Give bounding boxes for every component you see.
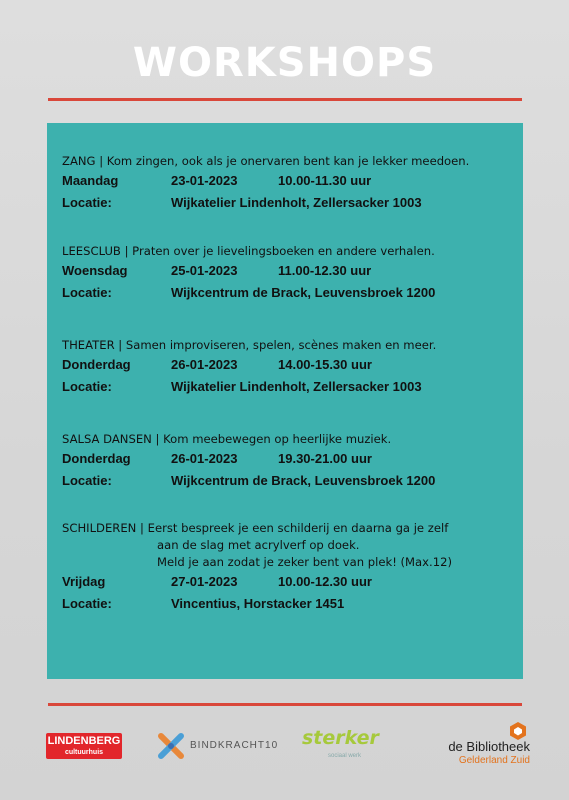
sterker-logo <box>302 727 382 767</box>
workshop-schedule <box>62 354 517 376</box>
workshop-time: 19.30-21.00 uur <box>278 451 372 466</box>
bindkracht-logo-text: BINDKRACHT10 <box>190 740 279 751</box>
workshop-description <box>62 153 517 170</box>
workshop-salsa-dansen <box>62 431 517 492</box>
workshop-theater <box>62 337 517 398</box>
workshop-day: Donderdag <box>62 357 131 372</box>
workshop-location-row <box>62 470 517 492</box>
bottom-divider <box>48 703 522 706</box>
workshop-day: Woensdag <box>62 263 128 278</box>
workshop-schedule <box>62 448 517 470</box>
workshop-schedule <box>62 571 517 593</box>
location-label: Locatie: <box>62 379 112 394</box>
workshop-location-row <box>62 376 517 398</box>
workshops-panel <box>47 123 523 679</box>
workshop-location: Wijkatelier Lindenholt, Zellersacker 1003 <box>171 379 422 394</box>
workshop-location-row <box>62 282 517 304</box>
workshop-schilderen <box>62 520 517 615</box>
workshop-description <box>62 337 517 354</box>
lindenberg-logo-text: LINDENBERG <box>47 735 121 747</box>
workshop-description <box>62 243 517 260</box>
workshop-description <box>62 431 517 448</box>
workshop-date: 27-01-2023 <box>171 574 238 589</box>
partner-logos <box>0 715 569 775</box>
workshop-location-row <box>62 192 517 214</box>
bibliotheek-region: Gelderland Zuid <box>458 755 530 766</box>
workshop-location: Vincentius, Horstacker 1451 <box>171 596 345 611</box>
workshop-date: 25-01-2023 <box>171 263 238 278</box>
workshop-time: 10.00-12.30 uur <box>278 574 372 589</box>
workshop-leesclub <box>62 243 517 304</box>
workshop-description-line: SALSA DANSEN | Kom meebewegen op heerlijke muziek. <box>62 432 392 446</box>
workshop-time: 14.00-15.30 uur <box>278 357 372 372</box>
workshop-description-line: THEATER | Samen improviseren, spelen, scènes maken en meer. <box>62 338 437 352</box>
workshop-location-row <box>62 593 517 615</box>
workshop-description-line: ZANG | Kom zingen, ook als je onervaren bent kan je lekker meedoen. <box>62 154 470 168</box>
workshop-day: Donderdag <box>62 451 131 466</box>
bibliotheek-name: de Bibliotheek <box>448 739 530 754</box>
lindenberg-logo-subtext: cultuurhuis <box>64 749 104 756</box>
workshop-day: Maandag <box>62 173 119 188</box>
workshop-schedule <box>62 260 517 282</box>
workshop-location: Wijkcentrum de Brack, Leuvensbroek 1200 <box>171 473 436 488</box>
sterker-logo-text: sterker <box>302 727 379 749</box>
page-title: WORKSHOPS <box>132 40 437 86</box>
bindkracht-logo <box>156 731 279 761</box>
bindkracht-x-icon <box>156 731 186 761</box>
workshop-location: Wijkatelier Lindenholt, Zellersacker 1003 <box>171 195 422 210</box>
workshop-day: Vrijdag <box>62 574 106 589</box>
workshop-date: 26-01-2023 <box>171 451 238 466</box>
top-divider <box>48 98 522 101</box>
workshop-schedule <box>62 170 517 192</box>
bibliotheek-logo <box>410 729 530 769</box>
sterker-logo-subtext: sociaal werk <box>328 753 362 759</box>
workshop-description-line: aan de slag met acrylverf op doek. <box>157 538 360 552</box>
workshop-description-line: LEESCLUB | Praten over je lievelingsboeken en andere verhalen. <box>62 244 435 258</box>
workshop-zang <box>62 153 517 214</box>
location-label: Locatie: <box>62 473 112 488</box>
workshop-date: 26-01-2023 <box>171 357 238 372</box>
workshop-time: 10.00-11.30 uur <box>278 173 372 188</box>
workshop-description-line: SCHILDEREN | Eerst bespreek je een schilderij en daarna ga je zelf <box>62 521 449 535</box>
location-label: Locatie: <box>62 596 112 611</box>
workshop-location: Wijkcentrum de Brack, Leuvensbroek 1200 <box>171 285 436 300</box>
lindenberg-logo <box>46 733 122 759</box>
bibliotheek-hexagon-icon <box>508 721 528 741</box>
workshop-description <box>62 520 517 571</box>
location-label: Locatie: <box>62 285 112 300</box>
workshop-date: 23-01-2023 <box>171 173 238 188</box>
workshop-time: 11.00-12.30 uur <box>278 263 372 278</box>
workshop-description-line: Meld je aan zodat je zeker bent van plek! (Max.12) <box>157 555 452 569</box>
location-label: Locatie: <box>62 195 112 210</box>
